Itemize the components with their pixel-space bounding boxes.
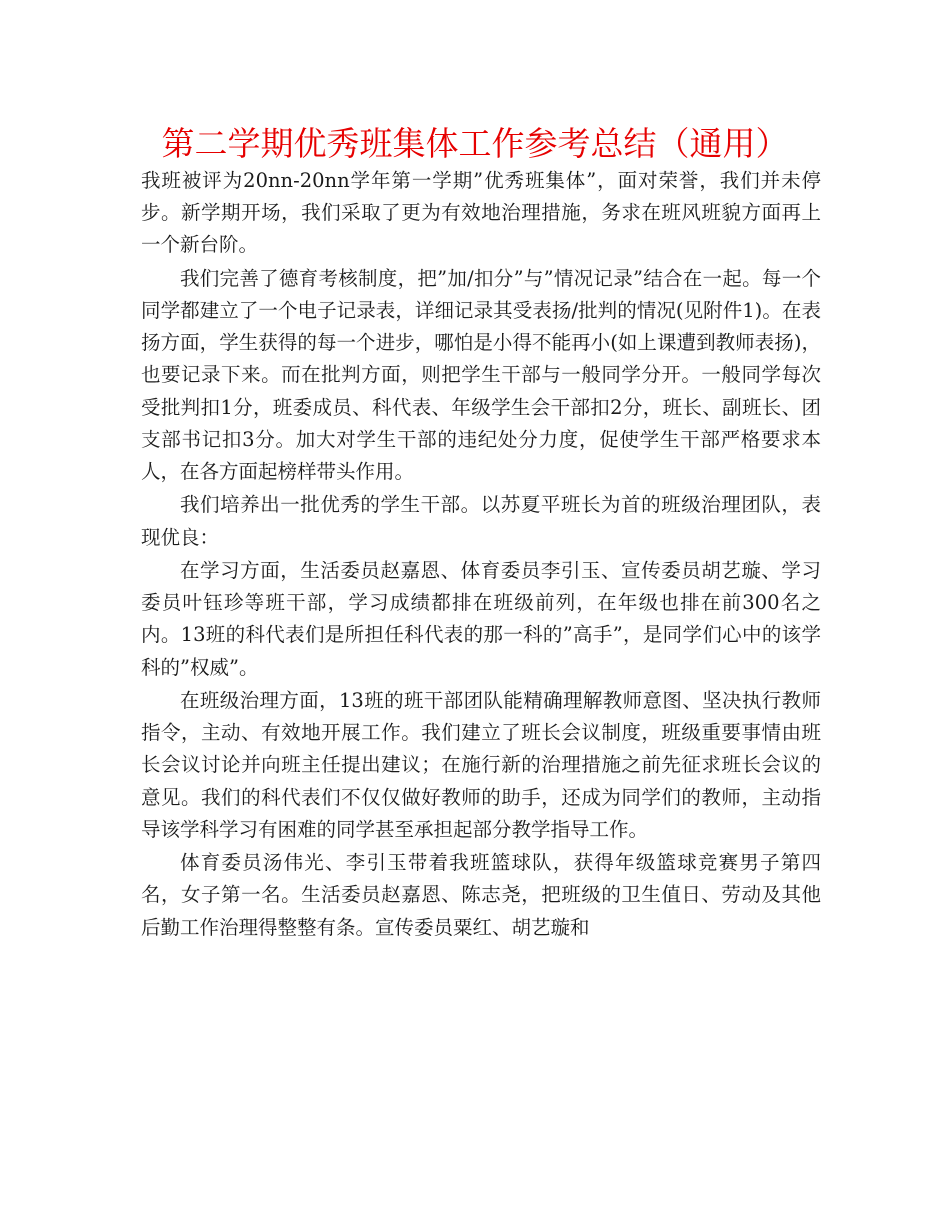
paragraph-6: 体育委员汤伟光、李引玉带着我班篮球队，获得年级篮球竞赛男子第四名，女子第一名。生活委员赵嘉恩、陈志尧，把班级的卫生值日、劳动及其他后勤工作治理得整整有条。宣传委员粟红、胡艺璇和 — [141, 851, 821, 939]
paragraph-4: 在学习方面，生活委员赵嘉恩、体育委员李引玉、宣传委员胡艺璇、学习委员叶钰珍等班干部，学习成绩都排在班级前列，在年级也排在前300名之内。13班的科代表们是所担任科代表的那一科的”高手”，是同学们心中的该学科的”权威”。 — [141, 559, 821, 679]
paragraph-5: 在班级治理方面，13班的班干部团队能精确理解教师意图、坚决执行教师指令，主动、有效地开展工作。我们建立了班长会议制度，班级重要事情由班长会议讨论并向班主任提出建议；在施行新的治理措施之前先征求班长会议的意见。我们的科代表们不仅仅做好教师的助手，还成为同学们的教师，主动指导该学科学习有困难的同学甚至承担起部分教学指导工作。 — [141, 689, 821, 841]
document-body — [141, 165, 821, 945]
paragraph-3: 我们培养出一批优秀的学生干部。以苏夏平班长为首的班级治理团队，表现优良： — [141, 493, 821, 549]
paragraph-1: 我班被评为20nn-20nn学年第一学期”优秀班集体”，面对荣誉，我们并未停步。新学期开场，我们采取了更为有效地治理措施，务求在班风班貌方面再上一个新台阶。 — [141, 169, 821, 257]
paragraph-2: 我们完善了德育考核制度，把”加/扣分”与”情况记录”结合在一起。每一个同学都建立了一个电子记录表，详细记录其受表扬/批判的情况(见附件1)。在表扬方面，学生获得的每一个进步，哪怕是小得不能再小(如上课遭到教师表扬)，也要记录下来。而在批判方面，则把学生干部与一般同学分开。一般同学每次受批判扣1分，班委成员、科代表、年级学生会干部扣2分，班长、副班长、团支部书记扣3分。加大对学生干部的违纪处分力度，促使学生干部严格要求本人，在各方面起榜样带头作用。 — [141, 266, 821, 484]
document-title: 第二学期优秀班集体工作参考总结（通用） — [161, 124, 789, 163]
